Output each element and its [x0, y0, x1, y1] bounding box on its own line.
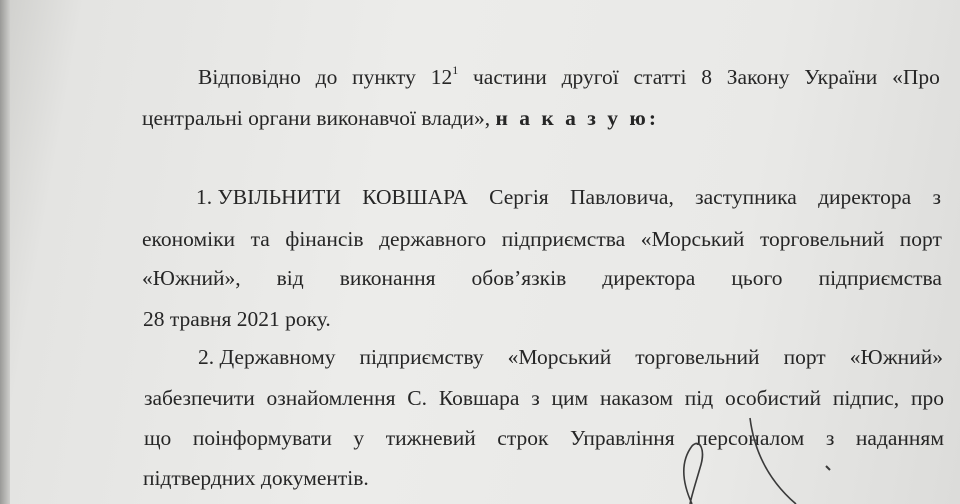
- word: 1. УВІЛЬНИТИ: [196, 185, 341, 209]
- word: цим: [551, 386, 589, 410]
- word: підприємства: [501, 227, 626, 251]
- paragraph-number: [431, 63, 459, 91]
- word: «Южний»: [849, 345, 943, 369]
- word: до: [315, 65, 338, 89]
- preamble-line-1: [198, 63, 940, 91]
- word: Павловича,: [570, 185, 674, 209]
- word: у: [353, 426, 365, 450]
- word: 2. Державному: [198, 345, 336, 369]
- word: підприємству: [359, 345, 484, 369]
- word: державного: [379, 227, 487, 251]
- item1-line-4: [143, 305, 331, 333]
- item1-line-1: [196, 183, 941, 211]
- word: «Морський: [640, 227, 745, 251]
- word: підпис,: [832, 386, 900, 410]
- item2-line-2: [144, 384, 944, 412]
- word: КОВШАРА: [362, 185, 468, 209]
- word: Ковшара: [438, 386, 520, 410]
- word: з: [932, 185, 941, 209]
- word: другої: [561, 65, 619, 89]
- word: фінансів: [285, 227, 364, 251]
- item2-line-4: [143, 464, 369, 492]
- word: строк: [497, 426, 549, 450]
- signature-strokes: [600, 410, 860, 504]
- page-edge-shadow: [0, 0, 10, 504]
- item1-line-3: [142, 264, 942, 292]
- signature-stroke-1: [684, 443, 703, 504]
- word: та: [250, 227, 270, 251]
- word: поінформувати: [192, 426, 332, 450]
- word: під: [684, 386, 714, 410]
- word: «Южний»,: [142, 266, 241, 290]
- word: з: [825, 426, 835, 450]
- word: що: [144, 426, 172, 450]
- signature-stroke-2: [750, 418, 796, 504]
- word: України: [804, 65, 878, 89]
- word: наданням: [855, 426, 944, 450]
- word: тижневий: [385, 426, 476, 450]
- item1-date-text: 28 травня 2021 року.: [143, 307, 331, 331]
- preamble-line-2: [142, 104, 659, 132]
- word: про: [910, 386, 944, 410]
- word: наказом: [599, 386, 673, 410]
- order-word: н а к а з у ю:: [495, 106, 659, 130]
- word: Сергія: [489, 185, 549, 209]
- word: Управління: [570, 426, 675, 450]
- word: С.: [407, 386, 427, 410]
- word: торговельний: [635, 345, 760, 369]
- word: пункту: [352, 65, 416, 89]
- word: «Морський: [507, 345, 612, 369]
- word: ознайомлення: [266, 386, 396, 410]
- word: з: [531, 386, 540, 410]
- item2-last-text: підтвердних документів.: [143, 466, 369, 490]
- word: Відповідно: [198, 65, 301, 89]
- superscript: 1: [452, 63, 459, 77]
- word: обов’язків: [471, 266, 567, 290]
- word: порт: [899, 227, 942, 251]
- word: заступника: [695, 185, 797, 209]
- word: «Про: [892, 65, 940, 89]
- word: порт: [783, 345, 826, 369]
- word: особистий: [725, 386, 821, 410]
- word: цього: [731, 266, 783, 290]
- word: Закону: [726, 65, 790, 89]
- word: директора: [602, 266, 696, 290]
- word: статті: [633, 65, 687, 89]
- number: 12: [430, 65, 453, 89]
- word: підприємства: [818, 266, 942, 290]
- word: частини: [472, 65, 547, 89]
- item2-line-1: [198, 343, 943, 371]
- item1-line-2: [142, 225, 942, 253]
- word: забезпечити: [144, 386, 255, 410]
- word: персоналом: [696, 426, 805, 450]
- preamble-text: центральні органи виконавчої влади»,: [142, 106, 491, 130]
- word: директора: [818, 185, 912, 209]
- word: 8: [701, 65, 712, 89]
- word: виконання: [339, 266, 436, 290]
- signature-stroke-3: [826, 466, 830, 470]
- word: економіки: [142, 227, 236, 251]
- word: від: [276, 266, 304, 290]
- word: торговельний: [759, 227, 885, 251]
